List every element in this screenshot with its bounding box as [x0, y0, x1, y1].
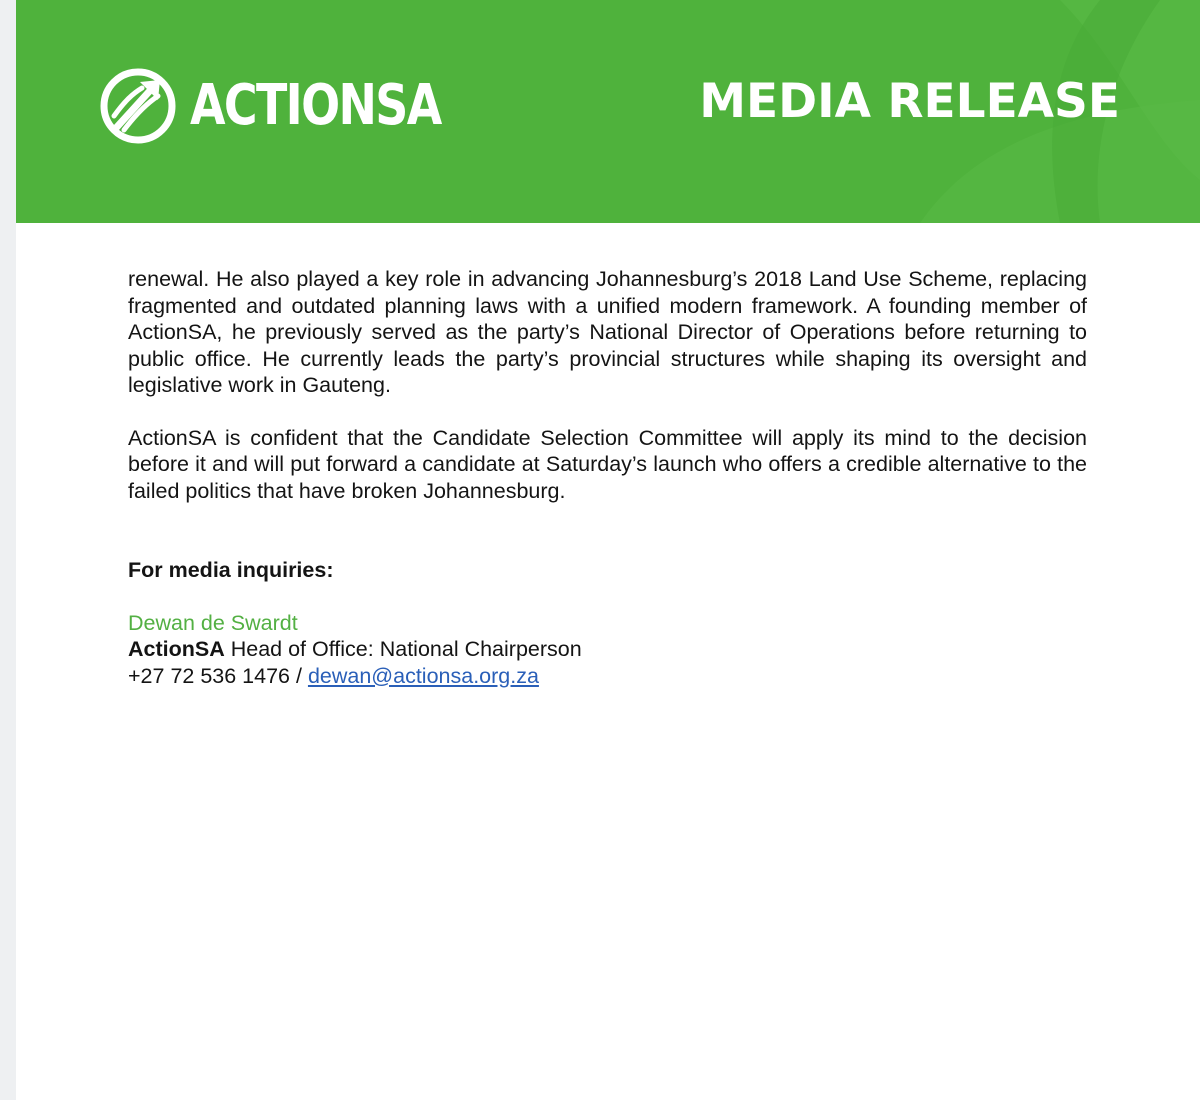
contact-phone: +27 72 536 1476 / [128, 663, 308, 688]
body-paragraph: ActionSA is confident that the Candidate Selection Committee will apply its mind to the decision before it and will put forward a candidate at Saturday’s launch who offers a credible alternative to the failed politics that have broken Johannesburg. [128, 425, 1087, 503]
contact-organisation: ActionSA [128, 637, 225, 661]
body-paragraph: renewal. He also played a key role in advancing Johannesburg’s 2018 Land Use Scheme, replacing fragmented and outdated planning laws with a unified modern framework. A founding member of ActionSA, he previously served as the party’s National Director of Operations before returning to public office. He currently leads the party’s provincial structures while shaping its oversight and legislative work in Gauteng. [128, 267, 1087, 397]
contact-name: Dewan de Swardt [128, 610, 298, 635]
contact-block [128, 610, 1087, 690]
actionsa-logo [98, 64, 496, 148]
contact-details-line [128, 663, 1087, 690]
contact-role: Head of Office: National Chairperson [224, 637, 582, 661]
contact-email-link[interactable]: dewan@actionsa.org.za [307, 663, 539, 688]
actionsa-arrow-logo-icon [98, 66, 178, 146]
media-inquiries-heading: For media inquiries: [128, 558, 334, 582]
header-banner [16, 0, 1200, 223]
media-release-title: MEDIA RELEASE [699, 74, 1120, 129]
left-margin-strip [0, 0, 16, 1100]
release-body [128, 266, 1087, 689]
contact-role-line [128, 636, 1087, 663]
logo-wordmark: ACTIONSA [190, 73, 441, 138]
